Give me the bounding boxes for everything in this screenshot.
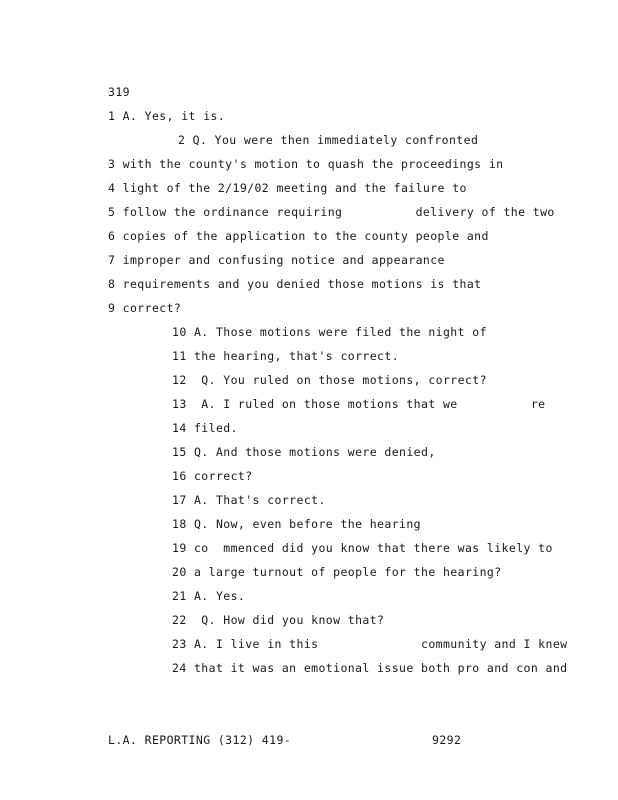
transcript-line: 20 a large turnout of people for the hearing? [172,565,502,579]
transcript-line: 9 correct? [108,301,182,315]
transcript-line: 11 the hearing, that's correct. [172,349,400,363]
transcript-line: 7 improper and confusing notice and appearance [108,253,445,267]
transcript-line: 22 Q. How did you know that? [172,613,385,627]
transcript-line: 13 A. I ruled on those motions that we re [172,397,546,411]
transcript-line: 3 with the county's motion to quash the proceedings in [108,157,504,171]
transcript-line: 6 copies of the application to the county people and [108,229,489,243]
transcript-line: 15 Q. And those motions were denied, [172,445,436,459]
transcript-line: 12 Q. You ruled on those motions, correct? [172,373,487,387]
transcript-line: 10 A. Those motions were filed the night of [172,325,487,339]
transcript-line: 19 co mmenced did you know that there was likely to [172,541,553,555]
transcript-line: 8 requirements and you denied those motions is that [108,277,482,291]
transcript-line: 1 A. Yes, it is. [108,109,226,123]
transcript-line: 2 Q. You were then immediately confronted [178,133,479,147]
transcript-line: 4 light of the 2/19/02 meeting and the failure to [108,181,467,195]
transcript-line: 21 A. Yes. [172,589,246,603]
footer-phone-suffix: 9292 [432,733,462,747]
transcript-line: 14 filed. [172,421,238,435]
transcript-line: 24 that it was an emotional issue both pro and con and [172,661,568,675]
transcript-line: 23 A. I live in this community and I knew [172,637,568,651]
transcript-line: 17 A. That's correct. [172,493,326,507]
footer-reporter: L.A. REPORTING (312) 419- [108,733,292,747]
transcript-line: 18 Q. Now, even before the hearing [172,517,422,531]
transcript-line: 16 correct? [172,469,253,483]
page-number: 319 [108,85,130,99]
transcript-line: 5 follow the ordinance requiring delivery of the two [108,205,555,219]
